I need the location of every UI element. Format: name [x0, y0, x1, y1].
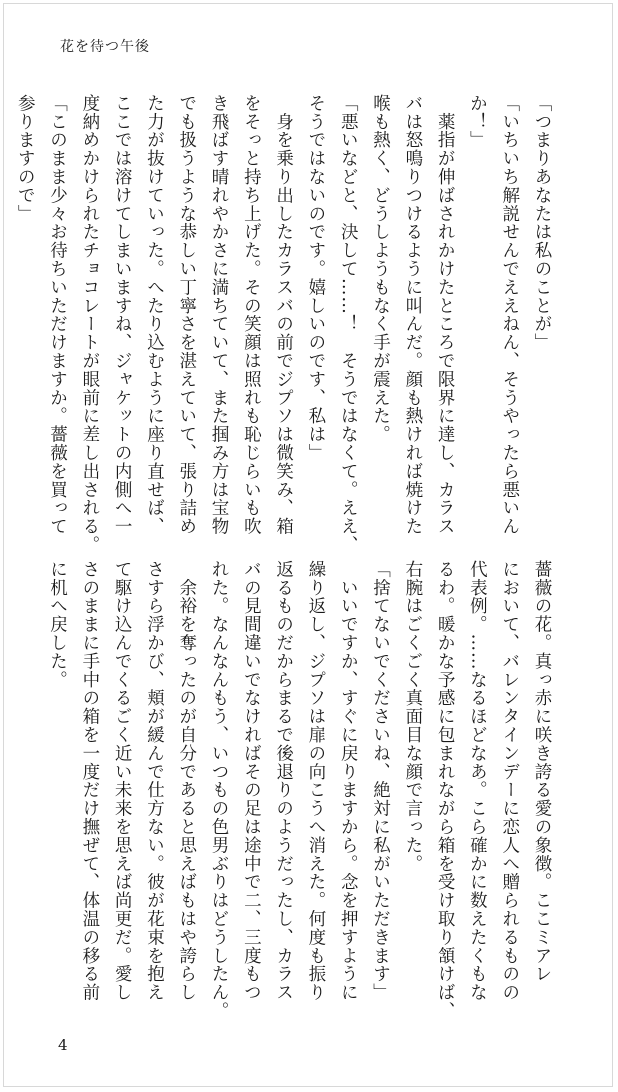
text-line: るわ。暖かな予感に包まれながら箱を受け取り頷けば、 — [435, 560, 456, 1020]
text-line: 薔薇の花。真っ赤に咲き誇る愛の象徴。ここミアレ — [532, 560, 552, 984]
text-line: 代表例。……なるほどなあ。こら確かに数えたくもな — [467, 560, 488, 1002]
text-line: 薬指が伸ばされかけたところで限界に達し、カラス — [435, 94, 456, 536]
text-line: 返るものだからまるで後退りのようだったし、カラス — [273, 560, 294, 1002]
text-line: 「いちいち解説せんでええねん、そうやったら悪いん — [499, 94, 520, 536]
text-line: をそっと持ち上げた。その笑顔は照れも恥じらいも吹 — [241, 94, 262, 536]
text-line: 「悪いなどと、決して……！ そうではなくて。ええ、 — [338, 94, 359, 554]
text-line: 身を乗り出したカラスバの前でジプソは微笑み、箱 — [273, 94, 294, 536]
page-number: 4 — [58, 1036, 68, 1054]
text-line: に机へ戻した。 — [47, 560, 68, 689]
text-line: さすら浮かび、頬が緩んで仕方ない。彼が花束を抱え — [144, 560, 165, 1002]
running-header-title: 花を待つ午後 — [60, 39, 150, 55]
text-line: でも扱うような恭しい丁寧さを湛えていて、張り詰め — [176, 94, 197, 536]
text-line: バは怒鳴りつけるように叫んだ。顔も熱ければ焼けた — [402, 94, 423, 536]
text-line: 繰り返し、ジプソは扉の向こうへ消えた。何度も振り — [305, 560, 326, 1002]
text-line: 喉も熱く、どうしようもなく手が震えた。 — [370, 94, 391, 444]
text-line: 「つまりあなたは私のことが」 — [532, 94, 552, 352]
text-line: において、バレンタインデーに恋人へ贈られるものの — [499, 560, 520, 1002]
text-line: れた。なんなんもう、いつもの色男ぶりはどうしたん。 — [209, 560, 230, 1020]
text-line: て駆け込んでくるごく近い未来を思えば尚更だ。愛し — [112, 560, 133, 1002]
text-line: さのままに手中の箱を一度だけ撫ぜて、体温の移る前 — [79, 560, 100, 1002]
text-line: 右腕はごくごく真面目な顔で言った。 — [402, 560, 423, 873]
text-line: バの見間違いでなければその足は途中で二、三度もつ — [241, 560, 262, 1002]
lower-text-block — [41, 560, 558, 1020]
upper-text-block — [9, 94, 558, 554]
text-line: き飛ばす晴れやかさに満ちていて、また掴み方は宝物 — [209, 94, 230, 536]
text-line: 「捨てないでくださいね、絶対に私がいただきます」 — [370, 560, 391, 1002]
text-line: 度納めかけられたチョコレートが眼前に差し出される。 — [79, 94, 100, 554]
text-line: か！」 — [467, 94, 488, 150]
text-line: いいですか、すぐに戻りますから。念を押すように — [338, 560, 359, 1002]
text-line: 余裕を奪ったのが自分であると思えばもはや誇らし — [176, 560, 197, 1002]
text-line: た力が抜けていった。へたり込むように座り直せば、 — [144, 94, 165, 536]
text-line: 「このまま少々お待ちいただけますか。薔薇を買って — [47, 94, 68, 536]
text-line: ここでは溶けてしまいますね、ジャケットの内側へ一 — [112, 94, 133, 536]
text-line: 参りますので」 — [15, 94, 36, 223]
text-line: そうではないのです。嬉しいのです、私は」 — [305, 94, 326, 462]
